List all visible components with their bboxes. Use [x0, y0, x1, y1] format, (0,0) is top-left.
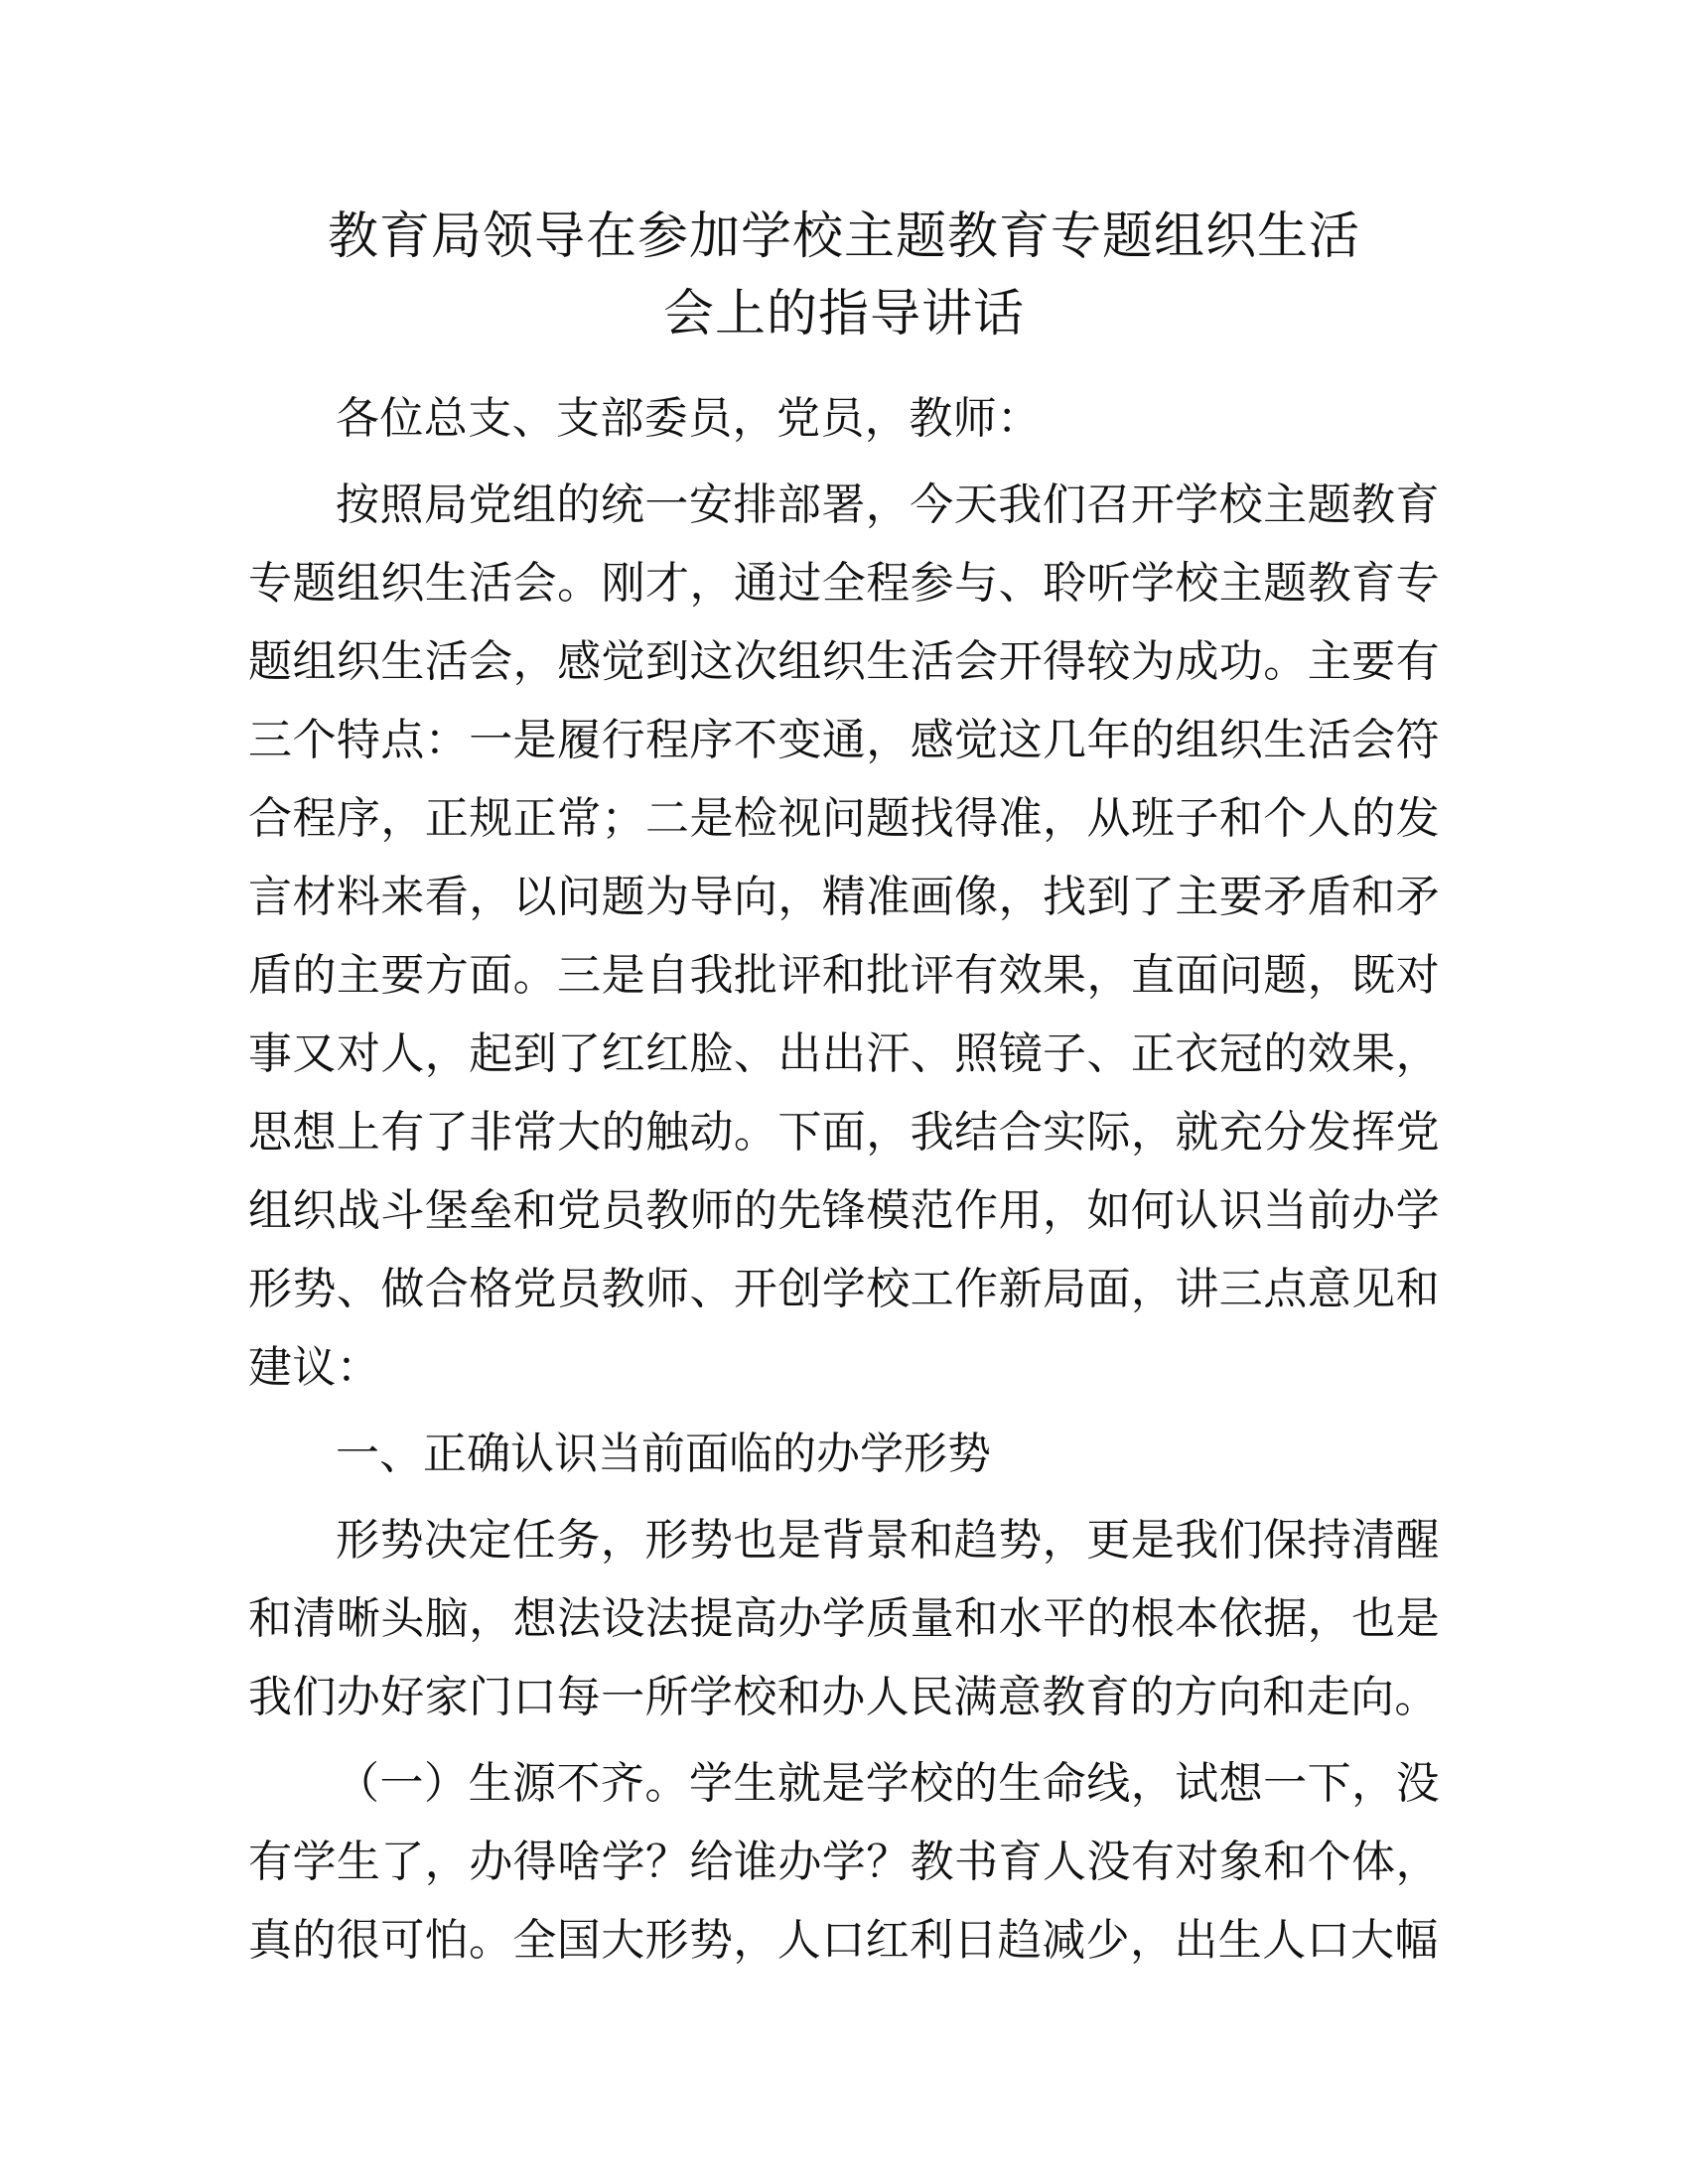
document-title [248, 199, 1440, 353]
section-heading-1: 一、正确认识当前面临的办学形势 [336, 1429, 991, 1479]
paragraph-student-source: （一）生源不齐。学生就是学校的生命线，试想一下，没有学生了，办得啥学？给谁办学？教书育人没有对象和个体，真的很可怕。全国大形势，人口红利日趋减少，出生人口大幅 [248, 1758, 1440, 1966]
title-line-2: 会上的指导讲话 [662, 285, 1025, 343]
salutation: 各位总支、支部委员，党员，教师： [336, 393, 1042, 444]
paragraph-situation: 形势决定任务，形势也是背景和趋势，更是我们保持清醒和清晰头脑，想法设法提高办学质量和水平的根本依据，也是我们办好家门口每一所学校和办人民满意教育的方向和走向。 [248, 1515, 1440, 1722]
title-line-1: 教育局领导在参加学校主题教育专题组织生活 [327, 207, 1360, 266]
document-body [248, 379, 1440, 1979]
paragraph-intro: 按照局党组的统一安排部署，今天我们召开学校主题教育专题组织生活会。刚才，通过全程参与、聆听学校主题教育专题组织生活会，感觉到这次组织生活会开得较为成功。主要有三个特点：一是履行程序不变通，感觉这几年的组织生活会符合程序，正规正常；二是检视问题找得准，从班子和个人的发言材料来看，以问题为导向，精准画像，找到了主要矛盾和矛盾的主要方面。三是自我批评和批评有效果，直面问题，既对事又对人，起到了红红脸、出出汗、照镜子、正衣冠的效果，思想上有了非常大的触动。下面，我结合实际，就充分发挥党组织战斗堡垒和党员教师的先锋模范作用，如何认识当前办学形势、做合格党员教师、开创学校工作新局面，讲三点意见和建议： [248, 479, 1440, 1393]
